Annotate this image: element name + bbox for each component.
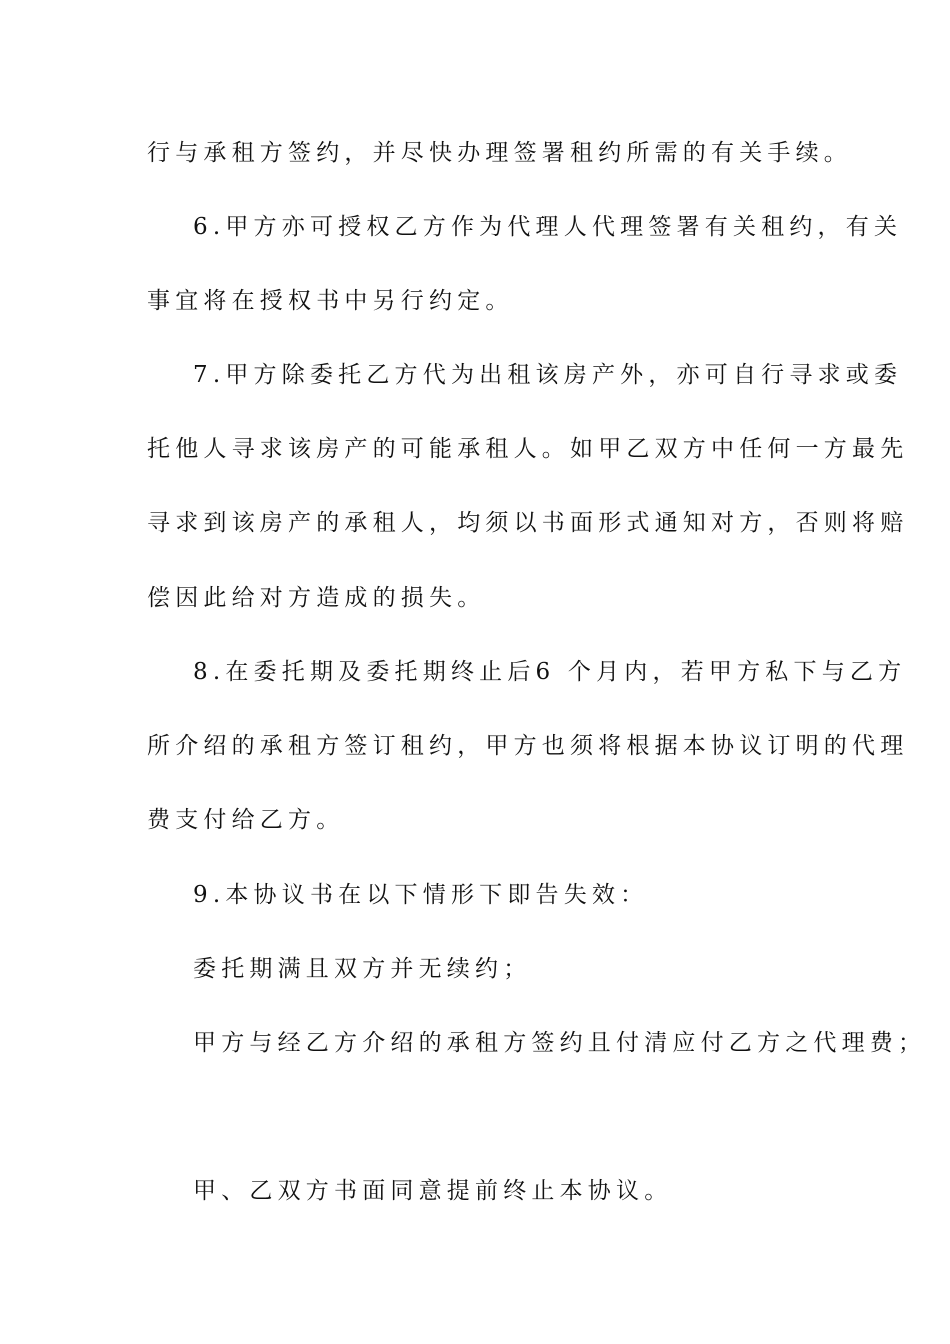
clause-9-line-1: 9.本协议书在以下情形下即告失效：	[193, 882, 649, 908]
clause-7-line-1: 7.甲方除委托乙方代为出租该房产外，亦可自行寻求或委	[193, 362, 903, 388]
paragraph-line-1: 行与承租方签约，并尽快办理签署租约所需的有关手续。	[147, 140, 852, 166]
clause-7-line-4: 偿因此给对方造成的损失。	[147, 585, 486, 611]
clause-8-line-3: 费支付给乙方。	[147, 807, 345, 833]
clause-6-line-1: 6.甲方亦可授权乙方作为代理人代理签署有关租约，有关	[193, 214, 903, 240]
clause-7-line-2: 托他人寻求该房产的可能承租人。如甲乙双方中任何一方最先	[147, 436, 909, 462]
clause-8-line-1: 8.在委托期及委托期终止后6 个月内，若甲方私下与乙方	[193, 659, 907, 685]
clause-9-item-2: 甲方与经乙方介绍的承租方签约且付清应付乙方之代理费；	[193, 1030, 927, 1056]
clause-9-item-1: 委托期满且双方并无续约；	[193, 956, 532, 982]
clause-7-line-3: 寻求到该房产的承租人，均须以书面形式通知对方，否则将赔	[147, 510, 909, 536]
clause-8-line-2: 所介绍的承租方签订租约，甲方也须将根据本协议订明的代理	[147, 733, 909, 759]
clause-9-item-3: 甲、乙双方书面同意提前终止本协议。	[193, 1178, 673, 1204]
clause-6-line-2: 事宜将在授权书中另行约定。	[147, 288, 514, 314]
